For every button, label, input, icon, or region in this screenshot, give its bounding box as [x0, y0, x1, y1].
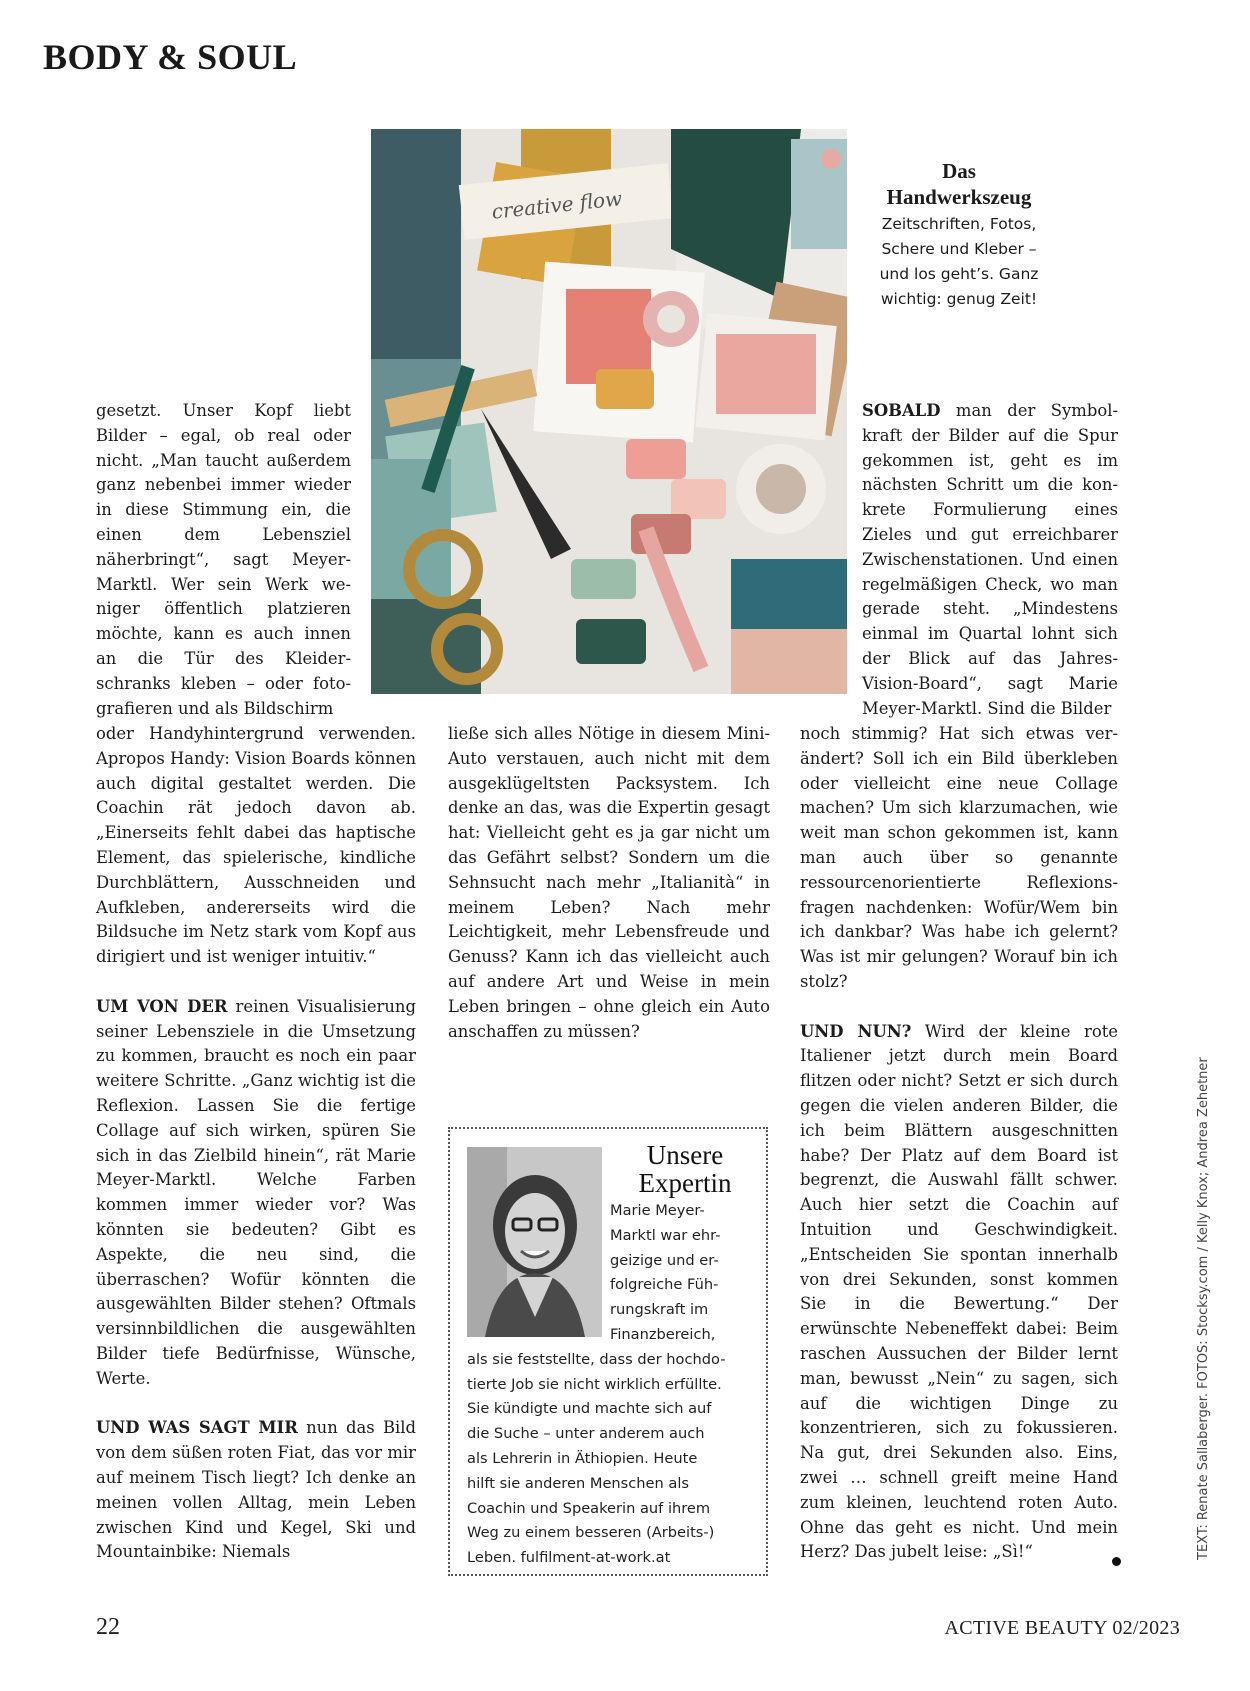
caption-line: Schere und Kleber –: [881, 240, 1037, 258]
caption-title-line1: Das: [942, 159, 976, 183]
paragraph-lead: UND NUN?: [800, 1021, 912, 1041]
craft-supplies-photo: [371, 129, 847, 694]
paragraph-body: Wird der kleine rote Italiener jetzt durch mein Board flitzen oder nicht? Setzt er sich durch gegen die vielen anderen Bilder, die ich beim Blättern ausgeschnitten habe? Der Platz auf dem Board ist begrenzt, die Auswahl fällt schwer. Auch hier setzt die Coachin auf Intuition und Geschwindigkeit. „Entscheiden Sie spontan innerhalb von drei Sekunden, sonst kommen Sie in die Bewertung.“ Der erwünschte Nebeneffekt dabei: Beim raschen Aussuchen der Bilder lernt man, bewusst „Nein“ zu sagen, sich auf die wichtigen Dinge zu konzentrieren, sich zu fokussieren. Na gut, drei Sekunden also. Eins, zwei … schnell greift meine Hand zum kleinen, leuchtend roten Auto. Ohne das geht es nicht. Und mein Herz? Das jubelt leise: „Sì!“: [800, 1021, 1118, 1562]
article-column-right-top: [862, 399, 1118, 721]
article-column-right: [800, 722, 1118, 1565]
expert-box: [448, 1127, 768, 1576]
article-column-left-top: [96, 399, 351, 721]
article-column-left: [96, 722, 416, 1565]
caption-line: Zeitschriften, Fotos,: [881, 215, 1037, 233]
expert-bio-line: die Suche – unter anderem auch: [467, 1425, 705, 1443]
expert-bio-line: als Lehrerin in Äthiopien. Heute: [467, 1449, 698, 1467]
expert-bio-line: Marktl war ehr-: [610, 1226, 721, 1244]
end-mark-bullet: [1112, 1557, 1121, 1566]
article-paragraph: ließe sich alles Nötige in diesem Mini-Auto verstauen, auch nicht mit dem ausgeklügeltsten Packsystem. Ich denke an das, was die Expertin gesagt hat: Vielleicht geht es ja gar nicht um das Gefährt selbst? Sondern um die Sehnsucht nach mehr „Italianità“ in meinem Leben? Nach mehr Leichtigkeit, mehr Lebensfreude und Genuss? Kann ich das vielleicht auch auf andere Art und Weise in mein Leben bringen – ohne gleich ein Auto anschaffen zu müssen?: [448, 724, 770, 1041]
expert-bio-line: Finanzbereich,: [610, 1325, 716, 1343]
expert-bio-line: als sie feststellte, dass der hochdo-: [467, 1350, 726, 1368]
article-paragraph: [96, 995, 416, 1392]
article-paragraph: [862, 399, 1118, 721]
caption-line: wichtig: genug Zeit!: [880, 290, 1038, 308]
expert-bio-line: Coachin und Speakerin auf ihrem: [467, 1499, 711, 1517]
craft-supplies-illustration: [371, 129, 847, 694]
page-number: 22: [96, 1614, 120, 1640]
expert-title-line1: Unsere: [646, 1140, 724, 1170]
article-paragraph: noch stimmig? Hat sich etwas verändert? Soll ich ein Bild überkleben oder vielleicht eine neue Collage machen? Um sich klarzumachen, wie weit man schon gekommen ist, kann man auch über so genannte ressourcenorientierte Reflexionsfragen nachdenken: Wofür/Wem bin ich dankbar? Was habe ich gelernt? Was ist mir gelungen? Worauf bin ich stolz?: [800, 724, 1118, 991]
section-title: BODY & SOUL: [43, 37, 298, 77]
expert-bio-line: rungskraft im: [610, 1301, 709, 1319]
expert-bio-line: Leben. fulfilment-at-work.at: [467, 1549, 671, 1567]
paragraph-body: reinen Visualisierung seiner Lebensziele in die Umsetzung zu kommen, braucht es noch ein paar weitere Schritte. „Ganz wichtig ist die Reflexion. Lassen Sie die fertige Collage auf sich wirken, spüren Sie sich in das Zielbild hinein“, rät Marie Meyer-Marktl. Welche Farben kommen immer wieder vor? Was könnten sie bedeuten? Gibt es Aspekte, die neu sind, die überraschen? Wofür könnten die ausgewählten Bilder stehen? Oftmals versinnbildlichen die ausgewählten Bilder tiefe Bedürfnisse, Wünsche, Werte.: [96, 996, 416, 1388]
caption-line: und los geht’s. Ganz: [879, 265, 1039, 283]
expert-bio-line: hilft sie anderen Menschen als: [467, 1474, 690, 1492]
expert-bio-line: folgreiche Füh-: [610, 1276, 719, 1294]
paragraph-body: nun das Bild von dem süßen roten Fiat, das vor mir auf meinem Tisch liegt? Ich denke an meinen vollen Alltag, mein Leben zwischen Kind und Kegel, Ski und Mountainbike: Niemals: [96, 1418, 417, 1562]
expert-bio-line: Marie Meyer-: [610, 1202, 705, 1219]
expert-title-line2: Expertin: [638, 1168, 732, 1198]
article-column-middle: [448, 722, 770, 1044]
paragraph-lead: UM VON DER: [96, 996, 228, 1016]
photo-credit: TEXT: Renate Sallaberger. FOTOS: Stocksy.com / Kelly Knox; Andrea Zehetner: [1196, 1057, 1211, 1560]
caption-title-line2: Handwerkszeug: [886, 185, 1032, 209]
expert-bio: [467, 1199, 757, 1571]
paragraph-body: man der Symbolkraft der Bilder auf die Spur gekommen ist, geht es im nächsten Schritt um die konkrete Formulierung eines Zieles und gut erreichbarer Zwischenstationen. Und einen regelmäßigen Check, wo man gerade steht. „Mindestens einmal im Quartal lohnt sich der Blick auf das Jahres-Vision-Board“, sagt Marie Meyer-Marktl. Sind die Bilder: [862, 401, 1118, 718]
expert-bio-line: Weg zu einem besseren (Arbeits-): [467, 1524, 715, 1542]
expert-title: [610, 1141, 760, 1197]
article-paragraph: [96, 1416, 416, 1565]
expert-bio-line: geizige und er-: [610, 1251, 719, 1269]
article-paragraph: gesetzt. Unser Kopf liebt Bilder – egal, ob real oder nicht. „Man taucht außerdem ganz nebenbei immer wieder in diese Stimmung ein, die einen dem Lebensziel näherbringt“, sagt Meyer-Marktl. Wer sein Werk weniger öffentlich platzieren möchte, kann es auch innen an die Tür des Kleiderschranks kleben – oder fotografieren und als Bildschirm: [96, 401, 351, 718]
paragraph-lead: SOBALD: [862, 401, 941, 420]
expert-bio-line: tierte Job sie nicht wirklich erfüllte.: [467, 1375, 722, 1393]
magazine-issue: ACTIVE BEAUTY 02/2023: [944, 1617, 1180, 1639]
article-paragraph: oder Handyhintergrund verwenden. Apropos Handy: Vision Boards können auch digital gestaltet werden. Die Coachin rät jedoch davon ab. „Einerseits fehlt dabei das haptische Element, das spielerische, kindliche Durchblättern, Ausschneiden und Aufkleben, andererseits wird die Bildsuche im Netz stark vom Kopf aus dirigiert und ist weniger intuitiv.“: [96, 724, 417, 967]
expert-bio-line: Sie kündigte und machte sich auf: [467, 1400, 712, 1418]
paragraph-lead: UND WAS SAGT MIR: [96, 1418, 298, 1438]
photo-caption: [870, 158, 1048, 312]
article-paragraph: [800, 1020, 1118, 1566]
svg-text:creative flow: creative flow: [490, 186, 624, 224]
